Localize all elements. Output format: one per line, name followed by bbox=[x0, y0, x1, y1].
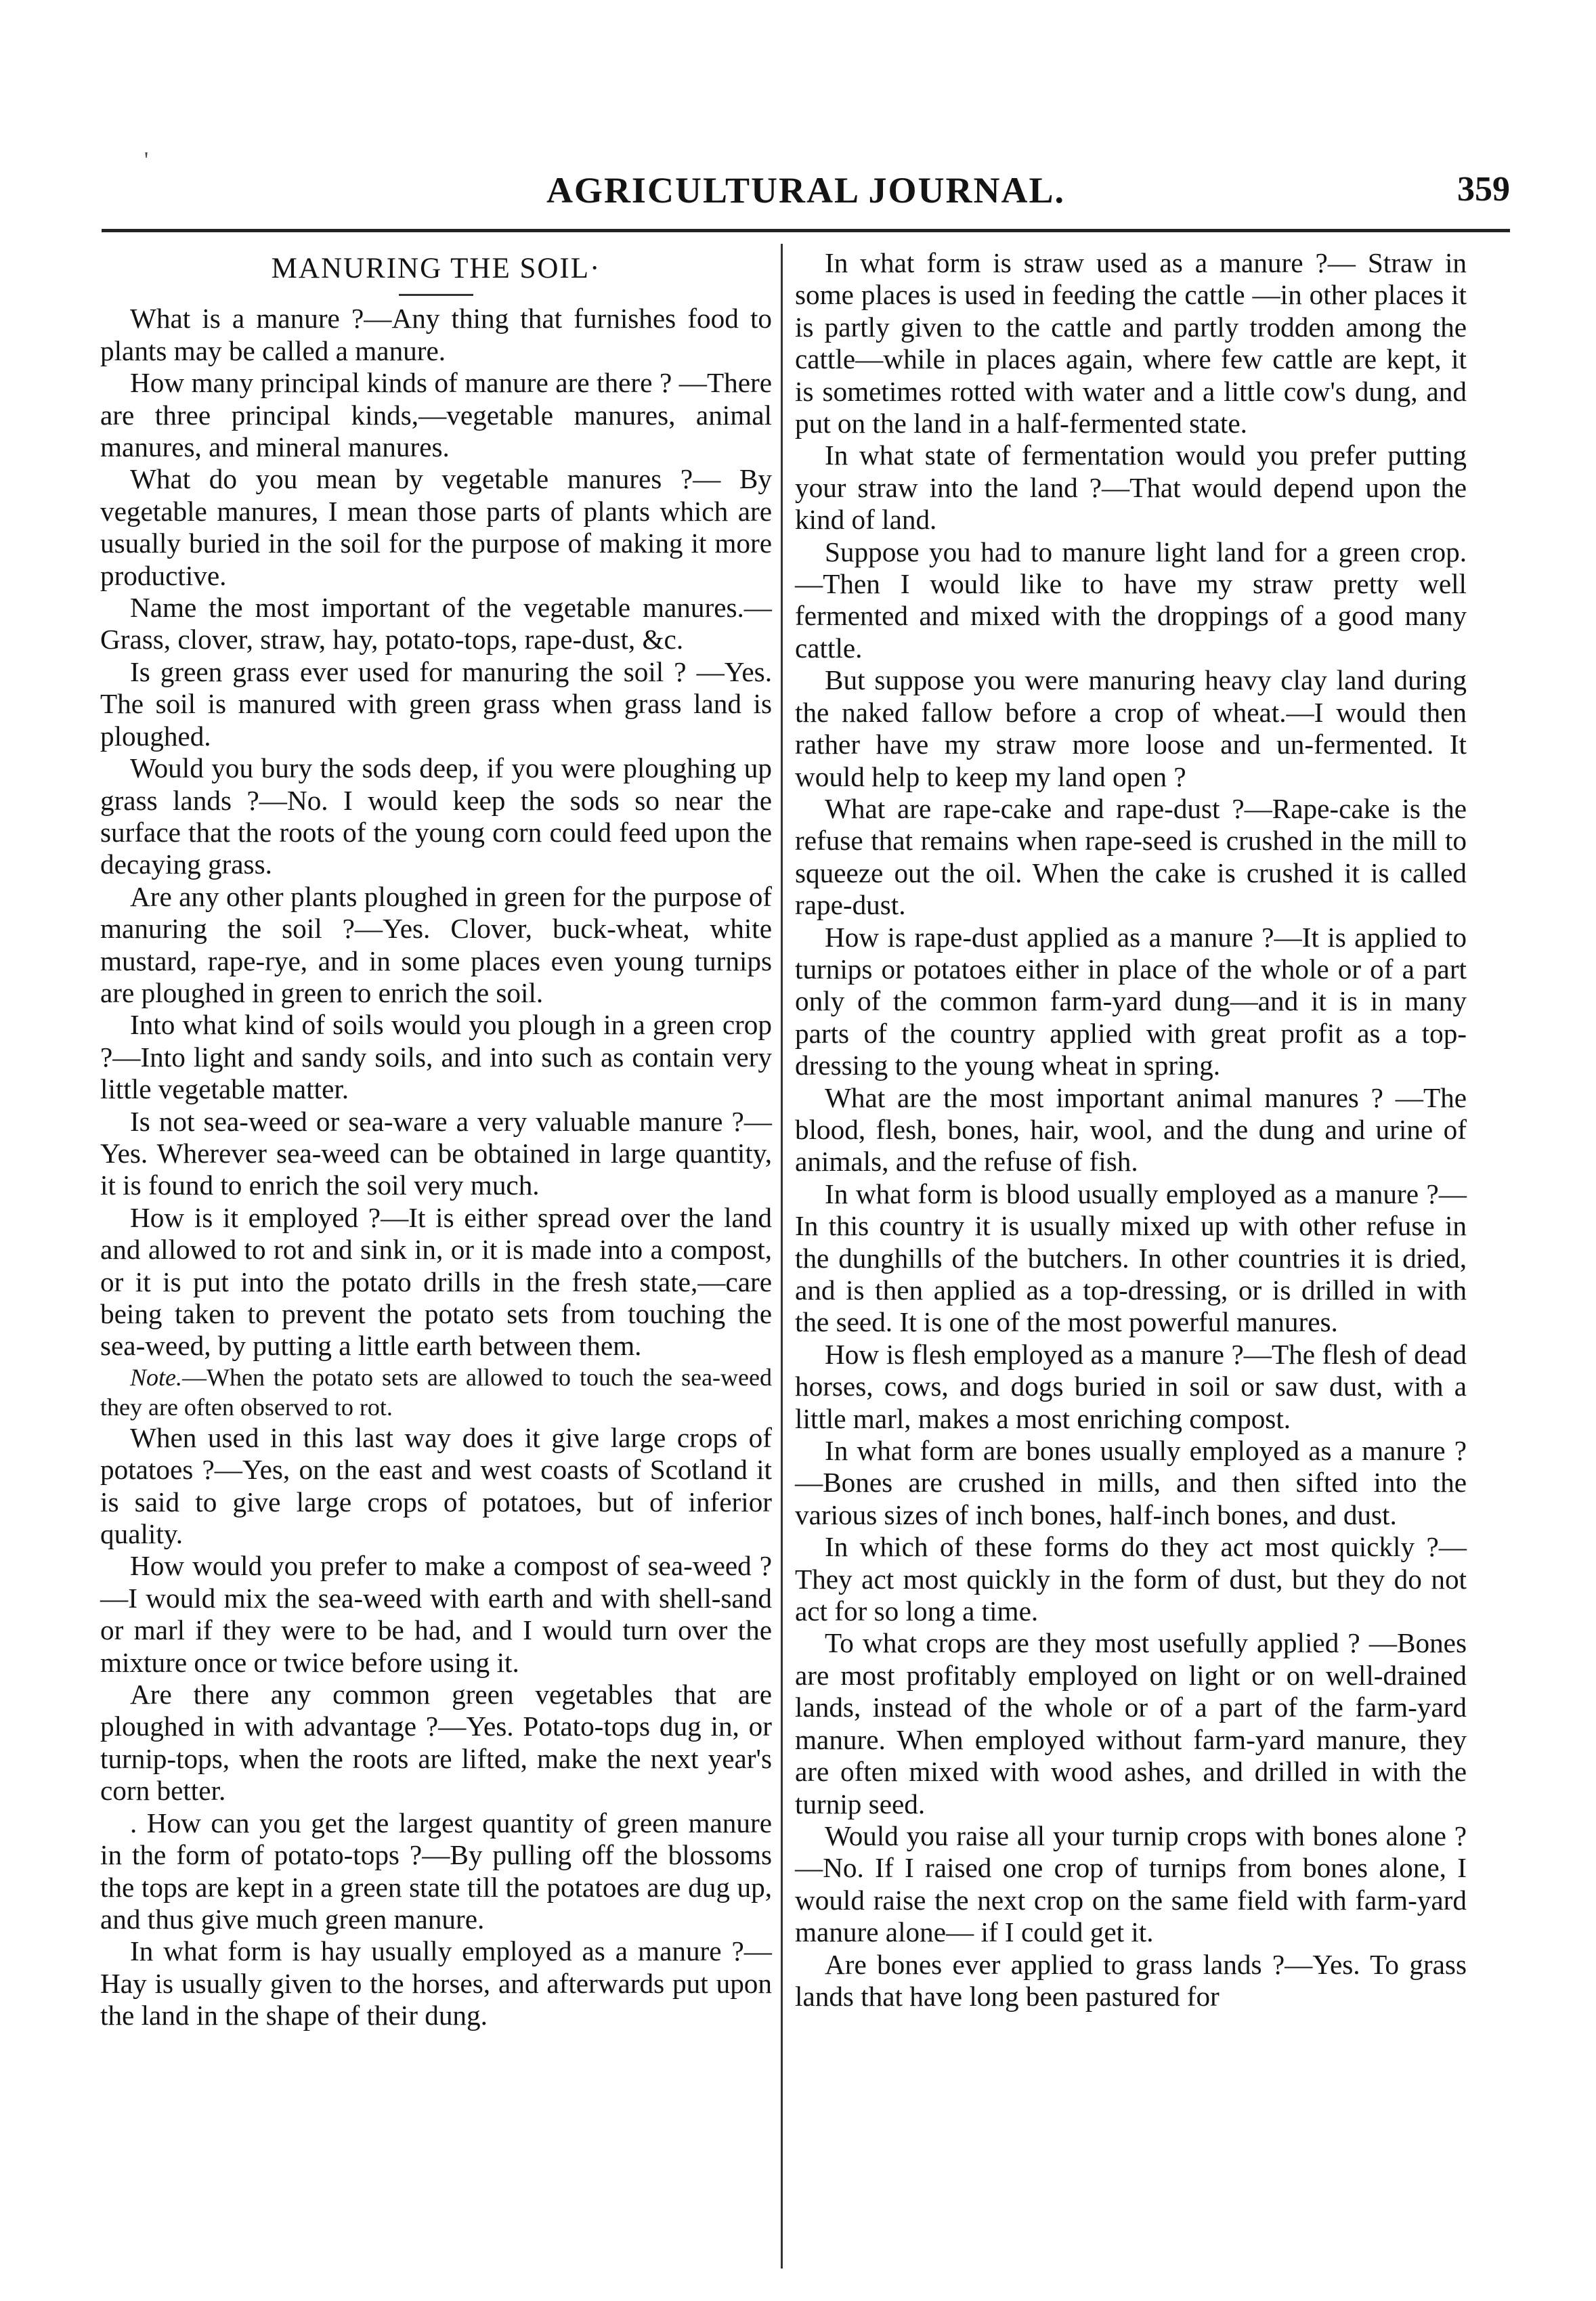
paragraph: In what state of fermentation would you prefer putting your straw into the land ?—That would depend upon the kind of land. bbox=[795, 439, 1467, 536]
paragraph: To what crops are they most usefully applied ? —Bones are most profitably employed on light or on well-drained lands, instead of the whole or of a part of the farm-yard manure. When employed without farm-yard manure, they are often mixed with wood ashes, and drilled in with the turnip seed. bbox=[795, 1627, 1467, 1820]
paragraph: What are the most important animal manures ? —The blood, flesh, bones, hair, wool, and the dung and urine of animals, and the refuse of fish. bbox=[795, 1081, 1467, 1178]
paragraph: What do you mean by vegetable manures ?— By vegetable manures, I mean those parts of plants which are usually buried in the soil for the purpose of making it more productive. bbox=[100, 463, 772, 591]
paragraph: What are rape-cake and rape-dust ?—Rape-cake is the refuse that remains when rape-seed is crushed in the mill to squeeze out the oil. When the cake is crushed it is called rape-dust. bbox=[795, 792, 1467, 921]
paragraph: Is not sea-weed or sea-ware a very valuable manure ?—Yes. Wherever sea-weed can be obtained in large quantity, it is found to enrich the soil very much. bbox=[100, 1105, 772, 1201]
note-label: Note. bbox=[130, 1363, 182, 1391]
paragraph: Into what kind of soils would you plough in a green crop ?—Into light and sandy soils, and into such as contain very little vegetable matter. bbox=[100, 1009, 772, 1105]
paragraph: . How can you get the largest quantity of green manure in the form of potato-tops ?—By pulling off the blossoms the tops are kept in a green state till the potatoes are dug up, and thus give much green manure. bbox=[100, 1807, 772, 1935]
paragraph: Would you raise all your turnip crops with bones alone ?—No. If I raised one crop of turnips from bones alone, I would raise the next crop on the same field with farm-yard manure alone— if I could get it. bbox=[795, 1820, 1467, 1948]
running-title: AGRICULTURAL JOURNAL. bbox=[546, 170, 1066, 211]
title-rule bbox=[399, 294, 473, 296]
paragraph: What is a manure ?—Any thing that furnishes food to plants may be called a manure. bbox=[100, 303, 772, 366]
paragraph: But suppose you were manuring heavy clay land during the naked fallow before a crop of wheat.—I would then rather have my straw more loose and un-fermented. It would help to keep my land open ? bbox=[795, 664, 1467, 792]
paragraph: In what form is hay usually employed as a manure ?—Hay is usually given to the horses, and afterwards put upon the land in the shape of their dung. bbox=[100, 1935, 772, 2031]
paragraph: How is it employed ?—It is either spread over the land and allowed to rot and sink in, or it is made into a compost, or it is put into the potato drills in the fresh state,—care being taken to prevent the potato sets from touching the sea-weed, by putting a little earth between them. bbox=[100, 1201, 772, 1362]
paragraph: Suppose you had to manure light land for a green crop.—Then I would like to have my straw pretty well fermented and mixed with the droppings of a good many cattle. bbox=[795, 536, 1467, 664]
running-head bbox=[102, 169, 1510, 217]
note-paragraph bbox=[100, 1362, 772, 1422]
paragraph: Are there any common green vegetables that are ploughed in with advantage ?—Yes. Potato-tops dug in, or turnip-tops, when the roots are lifted, make the next year's corn better. bbox=[100, 1679, 772, 1807]
paragraph: How is rape-dust applied as a manure ?—It is applied to turnips or potatoes either in place of the whole or of a part only of the common farm-yard dung—and it is in many parts of the country applied with great profit as a top-dressing to the young wheat in spring. bbox=[795, 921, 1467, 1081]
paragraph: In what form is blood usually employed as a manure ?—In this country it is usually mixed up with other refuse in the dunghills of the butchers. In other countries it is dried, and is then applied as a top-dressing, or is drilled in with the seed. It is one of the most powerful manures. bbox=[795, 1178, 1467, 1338]
paragraph: Is green grass ever used for manuring the soil ? —Yes. The soil is manured with green grass when grass land is ploughed. bbox=[100, 655, 772, 752]
left-column bbox=[100, 247, 772, 2032]
paragraph: Are bones ever applied to grass lands ?—Yes. To grass lands that have long been pastured for bbox=[795, 1948, 1467, 2012]
paragraph: When used in this last way does it give large crops of potatoes ?—Yes, on the east and west coasts of Scotland it is said to give large crops of potatoes, but of inferior quality. bbox=[100, 1421, 772, 1550]
paragraph: Are any other plants ploughed in green for the purpose of manuring the soil ?—Yes. Clover, buck-wheat, white mustard, rape-rye, and in some places even young turnips are ploughed in green to enrich the soil. bbox=[100, 880, 772, 1008]
paragraph: How would you prefer to make a compost of sea-weed ?—I would mix the sea-weed with earth and with shell-sand or marl if they were to be had, and I would turn over the mixture once or twice before using it. bbox=[100, 1550, 772, 1678]
note-text: —When the potato sets are allowed to touch the sea-weed they are often observed to rot. bbox=[100, 1363, 772, 1421]
paragraph: How many principal kinds of manure are there ? —There are three principal kinds,—vegetable manures, animal manures, and mineral manures. bbox=[100, 367, 772, 463]
section-title: MANURING THE SOIL· bbox=[271, 253, 601, 284]
paragraph: Name the most important of the vegetable manures.—Grass, clover, straw, hay, potato-tops, rape-dust, &c. bbox=[100, 592, 772, 655]
paragraph: Would you bury the sods deep, if you were ploughing up grass lands ?—No. I would keep the sods so near the surface that the roots of the young corn could feed upon the decaying grass. bbox=[100, 752, 772, 880]
paragraph: In what form is straw used as a manure ?— Straw in some places is used in feeding the cattle —in other places it is partly given to the cattle and partly trodden among the cattle—while in places again, where few cattle are kept, it is sometimes rotted with water and a little cow's dung, and put on the land in a half-fermented state. bbox=[795, 247, 1467, 439]
paragraph: In what form are bones usually employed as a manure ?—Bones are crushed in mills, and then sifted into the various sizes of inch bones, half-inch bones, and dust. bbox=[795, 1435, 1467, 1530]
header-rule bbox=[102, 229, 1510, 232]
stray-mark: ' bbox=[144, 148, 149, 173]
paragraph: How is flesh employed as a manure ?—The flesh of dead horses, cows, and dogs buried in soil or saw dust, with a little marl, makes a most enriching compost. bbox=[795, 1338, 1467, 1434]
column-divider bbox=[781, 244, 783, 2268]
page-number: 359 bbox=[1457, 170, 1510, 209]
right-column bbox=[795, 247, 1467, 2013]
paragraph: In which of these forms do they act most quickly ?—They act most quickly in the form of dust, but they do not act for so long a time. bbox=[795, 1531, 1467, 1627]
